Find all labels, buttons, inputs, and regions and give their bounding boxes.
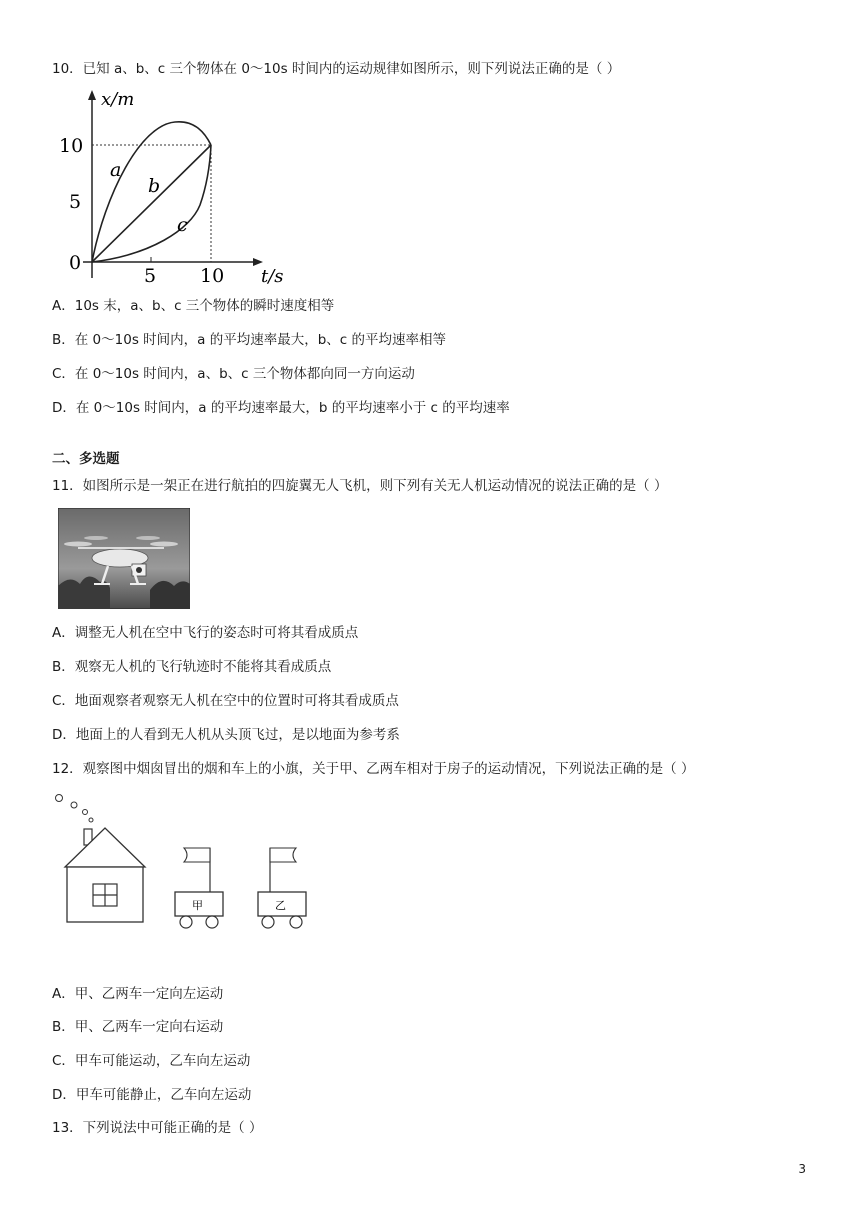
q10-option-b: B．在 0～10s 时间内，a 的平均速率最大，b、c 的平均速率相等 [52,332,446,348]
page-number: 3 [798,1162,806,1176]
q12-option-b: B．甲、乙两车一定向右运动 [52,1019,224,1035]
car-label-jia: 甲 [192,899,203,912]
y-axis-label: x/m [101,89,135,110]
y-tick-0: 0 [69,252,82,274]
q10-option-a: A．10s 末，a、b、c 三个物体的瞬时速度相等 [52,298,335,314]
section-title: 二、多选题 [52,451,120,467]
car-jia [175,848,223,928]
curve-label-c: c [177,214,188,236]
x-tick-10: 10 [200,265,225,287]
car-yi [258,848,306,928]
car-label-yi: 乙 [275,899,286,912]
drone-photo [58,508,190,609]
q13-stem: 13．下列说法中可能正确的是（ ） [52,1120,263,1136]
q11-option-c: C．地面观察者观察无人机在空中的位置时可将其看成质点 [52,693,399,709]
q12-option-a: A．甲、乙两车一定向左运动 [52,986,224,1002]
curve-label-a: a [110,159,122,181]
y-tick-5: 5 [69,191,82,213]
q11-option-a: A．调整无人机在空中飞行的姿态时可将其看成质点 [52,625,359,641]
q12-option-c: C．甲车可能运动，乙车向左运动 [52,1053,251,1069]
q10-stem: 10．已知 a、b、c 三个物体在 0～10s 时间内的运动规律如图所示，则下列说法正确的是（ ） [52,61,621,77]
q10-xt-graph [55,85,295,290]
curve-label-b: b [148,175,161,197]
house-and-cars-figure [50,792,320,937]
q11-stem: 11．如图所示是一架正在进行航拍的四旋翼无人飞机，则下列有关无人机运动情况的说法正确的是（ ） [52,478,668,494]
q12-option-d: D．甲车可能静止，乙车向左运动 [52,1087,252,1103]
x-axis-label: t/s [261,266,284,287]
x-tick-5: 5 [144,265,157,287]
q10-option-c: C．在 0～10s 时间内，a、b、c 三个物体都向同一方向运动 [52,366,415,382]
y-tick-10: 10 [59,135,84,157]
q11-option-b: B．观察无人机的飞行轨迹时不能将其看成质点 [52,659,332,675]
q11-option-d: D．地面上的人看到无人机从头顶飞过，是以地面为参考系 [52,727,400,743]
q10-option-d: D．在 0～10s 时间内，a 的平均速率最大，b 的平均速率小于 c 的平均速率 [52,400,510,416]
q12-stem: 12．观察图中烟囱冒出的烟和车上的小旗，关于甲、乙两车相对于房子的运动情况，下列说法正确的是（ ） [52,761,695,777]
